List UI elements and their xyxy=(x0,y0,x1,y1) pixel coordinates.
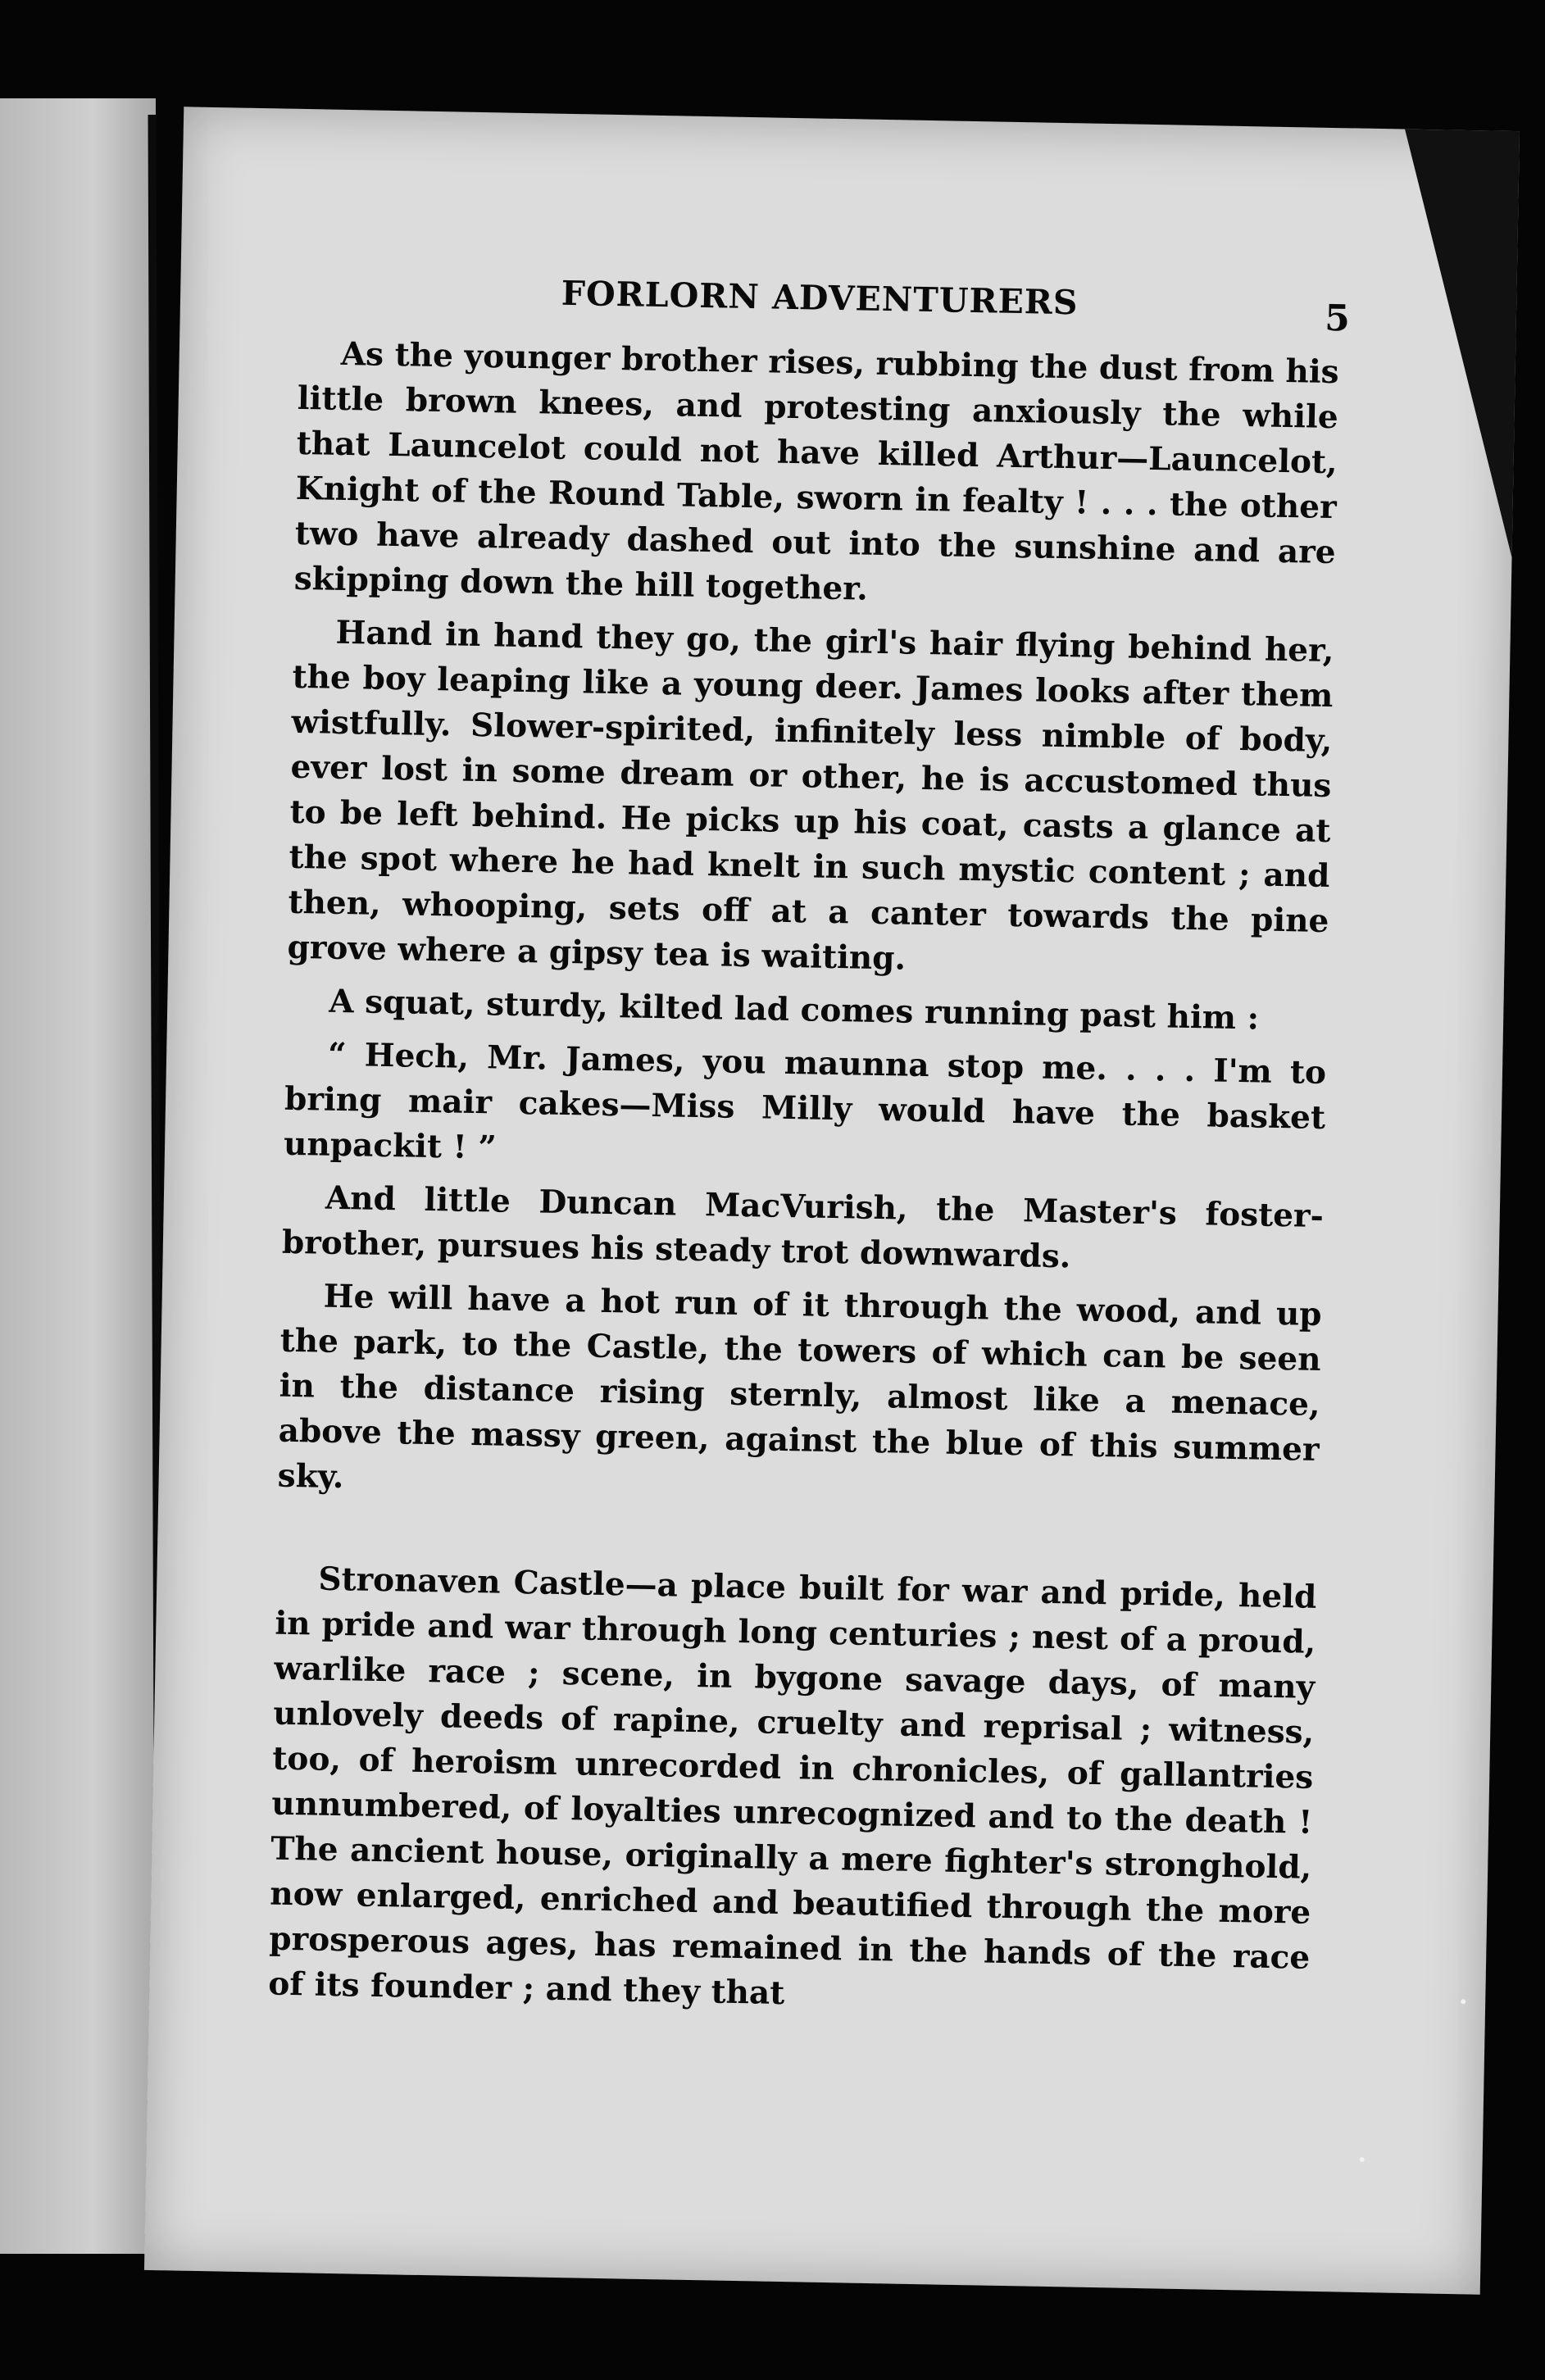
scan-speck xyxy=(1360,2157,1365,2162)
dialogue-paragraph: “ Hech, Mr. James, you maunna stop me. . . . I'm to bring mair cakes—Miss Milly would have the basket unpackit ! ” xyxy=(283,1035,1327,1167)
page-corner-fold xyxy=(1397,129,1520,557)
page-text-block xyxy=(267,269,1351,2034)
paragraph: And little Duncan MacVurish, the Master's foster-brother, pursues his steady trot downwards. xyxy=(281,1179,1325,1276)
paragraph: As the younger brother rises, rubbing the dust from his little brown knees, and protesting anxiously the while that Launcelot could not have killed Arthur—Launcelot, Knight of the Round Table, sworn in fealty ! . . . the other two have already dashed out into the sunshine and are skipping down the hill together. xyxy=(293,334,1340,608)
scan-speck xyxy=(1461,1999,1465,2004)
paragraph: Stronaven Castle—a place built for war and pride, held in pride and war through long centuries ; nest of a proud, warlike race ; scene, in bygone savage days, of many unlovely deeds of rapine, cruelty and reprisal ; witness, too, of heroism unrecorded in chronicles, of gallantries unnumbered, of loyalties unrecognized and to the death ! The ancient house, originally a mere fighter's stronghold, now enlarged, enriched and beautified through the more prosperous ages, has remained in the hands of the race of its founder ; and they that xyxy=(267,1560,1317,2013)
paragraph: He will have a hot run of it through the wood, and up the park, to the Castle, the towers of which can be seen in the distance rising sternly, almost like a menace, above the massy green, against the blue of this summer sky. xyxy=(277,1277,1322,1497)
book-page xyxy=(144,107,1520,2294)
running-title: FORLORN ADVENTURERS xyxy=(561,273,1079,323)
page-number: 5 xyxy=(1324,297,1351,340)
paragraph: Hand in hand they go, the girl's hair flying behind her, the boy leaping like a young deer. James looks after them wistfully. Slower-spirited, infinitely less nimble of body, ever lost in some dream or other, he is accustomed thus to be left behind. He picks up his coat, casts a glance at the spot where he had knelt in such mystic content ; and then, whooping, sets off at a canter towards the pine grove where a gipsy tea is waiting. xyxy=(287,613,1334,978)
paragraph: A squat, sturdy, kilted lad comes running past him : xyxy=(328,982,1260,1038)
left-page-edge xyxy=(0,98,156,2254)
